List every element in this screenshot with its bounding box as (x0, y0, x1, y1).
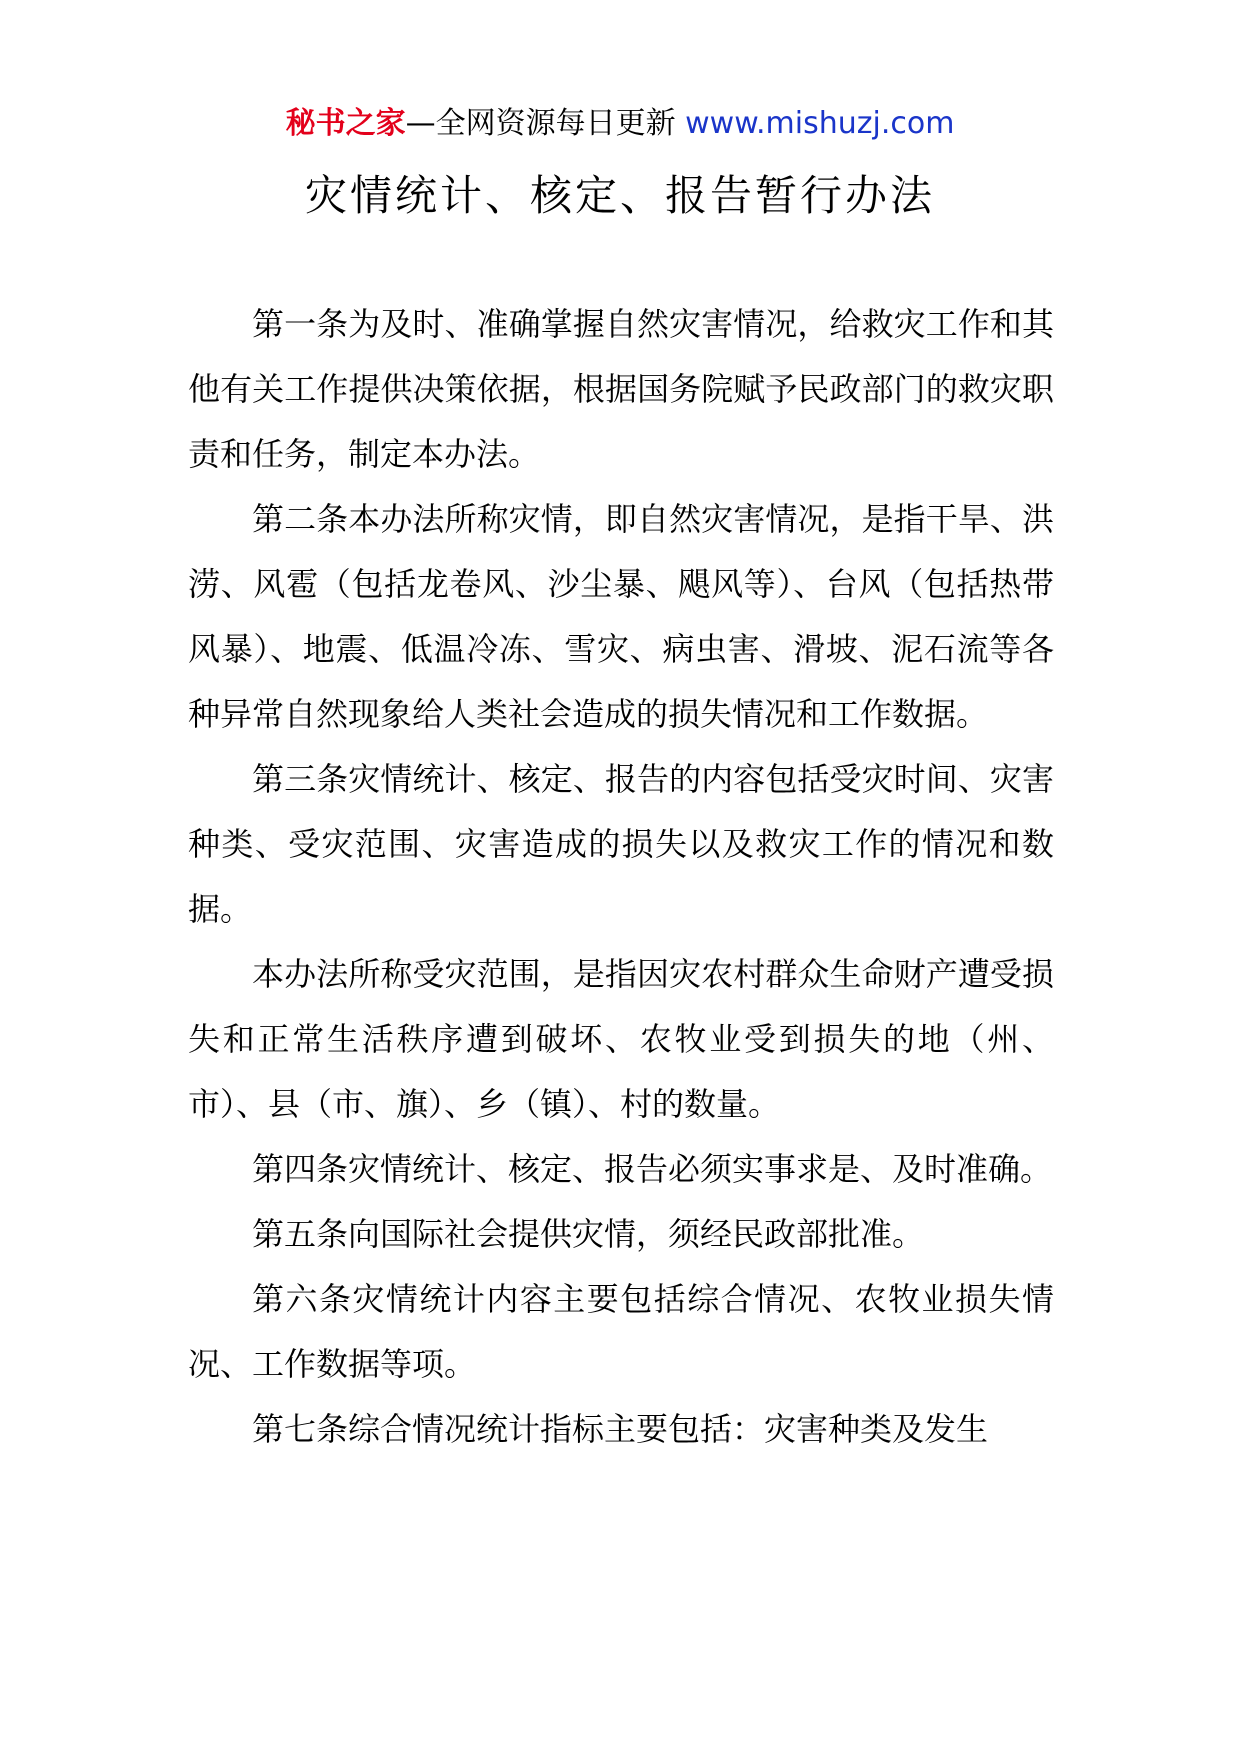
document-body (188, 292, 1054, 1462)
paragraph-article-1: 第一条为及时、准确掌握自然灾害情况，给救灾工作和其他有关工作提供决策依据，根据国务院赋予民政部门的救灾职责和任务，制定本办法。 (188, 305, 1054, 473)
paragraph-article-4: 第四条灾情统计、核定、报告必须实事求是、及时准确。 (252, 1150, 1053, 1188)
site-header (0, 104, 1240, 144)
site-url-link[interactable]: www.mishuzj.com (685, 106, 955, 141)
paragraph-article-7: 第七条综合情况统计指标主要包括：灾害种类及发生 (252, 1410, 989, 1448)
paragraph-article-3: 第三条灾情统计、核定、报告的内容包括受灾时间、灾害种类、受灾范围、灾害造成的损失以及救灾工作的情况和数据。 (188, 760, 1054, 928)
brand-name: 秘书之家 (285, 106, 406, 141)
paragraph-article-5: 第五条向国际社会提供灾情，须经民政部批准。 (252, 1215, 925, 1253)
paragraph-article-6: 第六条灾情统计内容主要包括综合情况、农牧业损失情况、工作数据等项。 (188, 1280, 1054, 1383)
paragraph-disaster-scope: 本办法所称受灾范围，是指因灾农村群众生命财产遭受损失和正常生活秩序遭到破坏、农牧业受到损失的地（州、市）、县（市、旗）、乡（镇）、村的数量。 (188, 955, 1054, 1123)
paragraph-article-2: 第二条本办法所称灾情，即自然灾害情况，是指干旱、洪涝、风雹（包括龙卷风、沙尘暴、飓风等）、台风（包括热带风暴）、地震、低温冷冻、雪灾、病虫害、滑坡、泥石流等各种异常自然现象给人类社会造成的损失情况和工作数据。 (188, 500, 1054, 733)
header-slogan: —全网资源每日更新 (405, 106, 676, 141)
document-title: 灾情统计、核定、报告暂行办法 (304, 171, 935, 220)
